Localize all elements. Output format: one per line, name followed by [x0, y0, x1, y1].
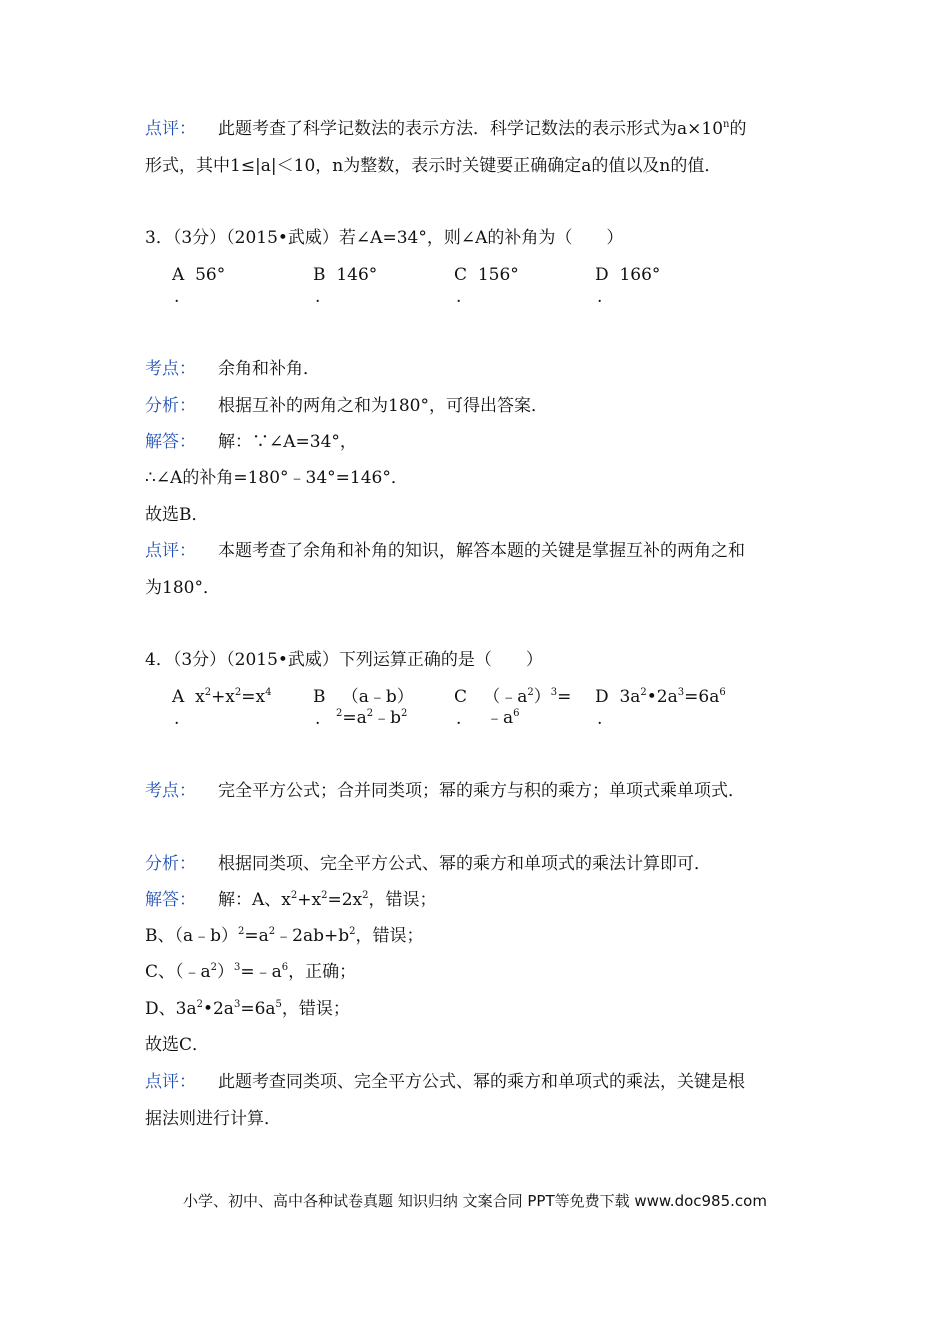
q4-point: 考点： 完全平方公式；合并同类项；幂的乘方与积的乘方；单项式乘单项式． — [145, 781, 745, 801]
q4-option-b-line2: $^2=a^2﹣b^2$ — [336, 708, 408, 728]
q3-answer-3: 故选B． — [145, 505, 209, 525]
q4-option-c: C $(﹣a^2)^3=$ — [454, 687, 572, 707]
q4-option-b-dot: . — [315, 709, 321, 729]
q3-option-a: A 56° — [172, 265, 226, 285]
q4-answer-end: 故选C． — [145, 1035, 210, 1055]
q4-answer-b: B、$(a﹣b)^2=a^2﹣2ab+b^2$，错误； — [145, 926, 424, 946]
q4-analysis: 分析： 根据同类项、完全平方公式、幂的乘方和单项式的乘法计算即可． — [145, 854, 711, 874]
q3-point: 考点： 余角和补角． — [145, 359, 320, 379]
q3-option-d: D 166° — [595, 265, 661, 285]
page-footer: 小学、初中、高中各种试卷真题 知识归纳 文案合同 PPT等免费下载 www.doc985.com — [183, 1192, 767, 1210]
q3-analysis: 分析： 根据互补的两角之和为180°，可得出答案． — [145, 396, 548, 416]
q4-option-a-dot: . — [174, 709, 180, 729]
q3-option-b: B 146° — [313, 265, 378, 285]
q3-option-c-dot: . — [456, 287, 462, 307]
q4-option-c-dot: . — [456, 709, 462, 729]
q3-review-1: 点评： 本题考查了余角和补角的知识，解答本题的关键是掌握互补的两角之和 — [145, 541, 745, 561]
q4-answer-a: 解答： 解：A、$x^2+x^2=2x^2$，错误； — [145, 890, 437, 910]
q4-option-b: B （a﹣b） — [313, 687, 414, 707]
q3-option-b-dot: . — [315, 287, 321, 307]
q3-answer-1: 解答： 解：∵∠A=34°， — [145, 432, 357, 452]
review-label: 点评： — [145, 119, 196, 139]
review-line-2: 形式，其中1≤|a|＜10，n为整数，表示时关键要正确确定a的值以及n的值． — [145, 156, 722, 176]
q3-option-d-dot: . — [597, 287, 603, 307]
q4-option-a: A $x^2+x^2=x^4$ — [172, 687, 272, 707]
q4-option-c-line2: $﹣a^6$ — [486, 708, 520, 728]
review-line-1: 点评： 此题考查了科学记数法的表示方法．科学记数法的表示形式为$a\times 10^n$的 — [145, 119, 747, 139]
q4-review-2: 据法则进行计算． — [145, 1109, 281, 1129]
q4-answer-d: D、$3a^2•2a^3=6a^5$，错误； — [145, 999, 350, 1019]
q4-review-1: 点评： 此题考查同类项、完全平方公式、幂的乘方和单项式的乘法，关键是根 — [145, 1072, 745, 1092]
q4-answer-c: C、$(﹣a^2)^3=﹣a^6$，正确； — [145, 962, 357, 982]
q3-option-a-dot: . — [174, 287, 180, 307]
q3-review-2: 为180°． — [145, 578, 220, 598]
q3-answer-2: ∴∠A的补角=180°﹣34°=146°． — [145, 468, 408, 488]
q4-option-d-dot: . — [597, 709, 603, 729]
q3-option-c: C 156° — [454, 265, 519, 285]
question-4-stem: 4．（3分）（2015•武威）下列运算正确的是（ ） — [145, 650, 543, 670]
q4-option-d: D $3a^2•2a^3=6a^6$ — [595, 687, 726, 707]
question-3-stem: 3．（3分）（2015•武威）若∠A=34°，则∠A的补角为（ ） — [145, 228, 624, 248]
